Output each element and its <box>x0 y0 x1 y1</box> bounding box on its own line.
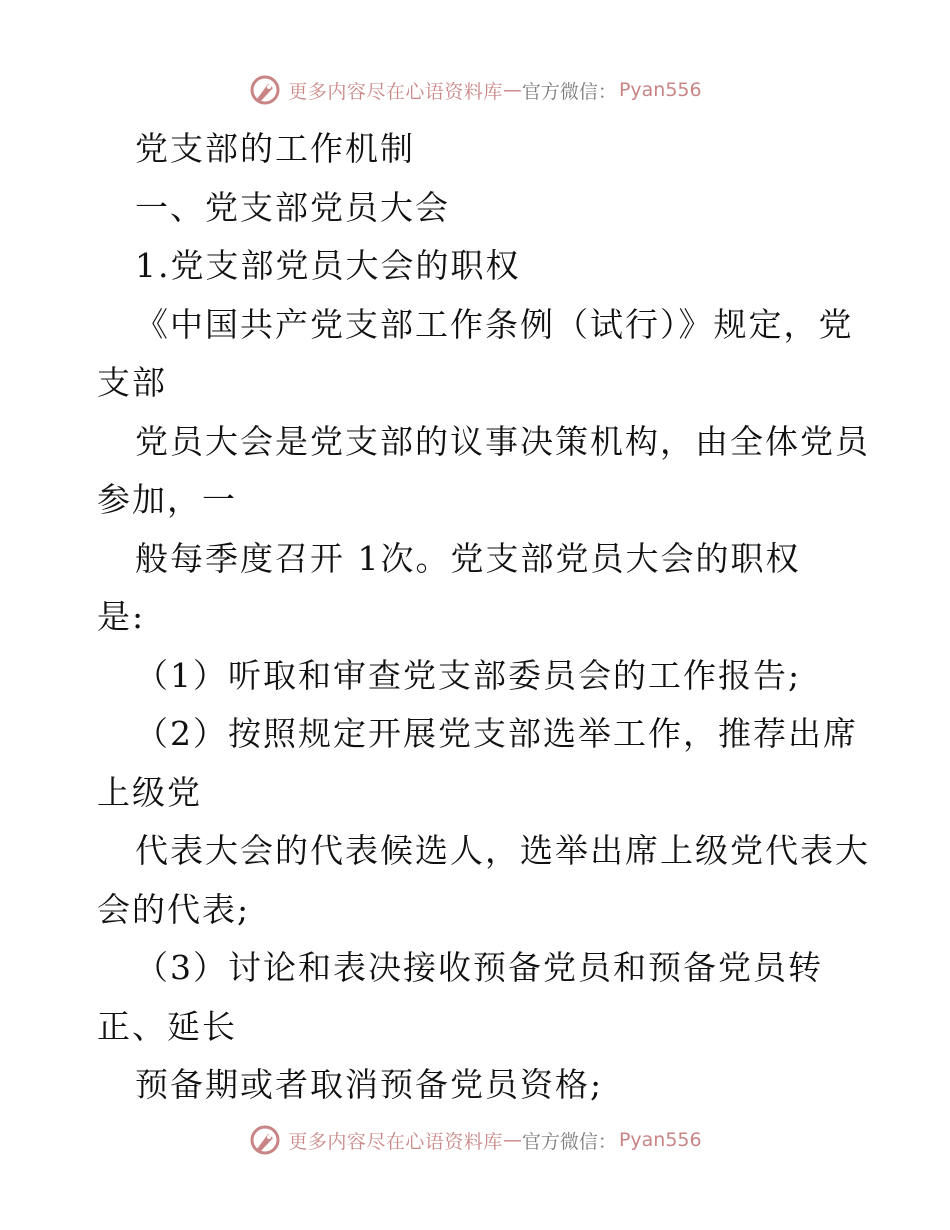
paragraph-line: 会的代表; <box>97 889 251 929</box>
document-body <box>97 120 870 1115</box>
paragraph-line: 一、党支部党员大会 <box>135 187 450 227</box>
header-watermark <box>0 70 950 110</box>
paragraph-line: 上级党 <box>97 772 202 812</box>
paragraph-line: （1）听取和审查党支部委员会的工作报告; <box>135 655 802 695</box>
paragraph-line: （3）讨论和表决接收预备党员和预备党员转 <box>135 948 823 987</box>
watermark-dash: — <box>502 79 522 101</box>
watermark-official-label: 官方微信： <box>521 80 617 103</box>
watermark-account: Pyan556 <box>618 79 702 101</box>
paragraph-line: 《中国共产党支部工作条例（试行）》规定，党 <box>135 304 854 344</box>
watermark-brand: 更多内容尽在心语资料库 <box>288 80 503 103</box>
pen-nib-logo-icon <box>248 73 282 107</box>
paragraph-line: 党员大会是党支部的议事决策机构，由全体党员 <box>135 421 870 461</box>
paragraph-line: （2）按照规定开展党支部选举工作，推荐出席 <box>135 714 858 753</box>
watermark-brand: 更多内容尽在心语资料库 <box>288 1130 503 1153</box>
paragraph-line: 参加，一 <box>97 480 237 519</box>
watermark-dash: — <box>502 1129 522 1151</box>
watermark-account: Pyan556 <box>618 1129 702 1151</box>
paragraph-line: 预备期或者取消预备党员资格; <box>135 1065 604 1104</box>
pen-nib-logo-icon <box>248 1123 282 1157</box>
watermark-official-label: 官方微信： <box>521 1130 617 1153</box>
paragraph-line: 正、延长 <box>97 1006 237 1046</box>
paragraph-line: 代表大会的代表候选人，选举出席上级党代表大 <box>135 831 870 870</box>
paragraph-line: 1.党支部党员大会的职权 <box>135 246 521 285</box>
paragraph-line: 般每季度召开 1次。党支部党员大会的职权 <box>135 538 801 578</box>
paragraph-line: 党支部的工作机制 <box>135 129 415 168</box>
paragraph-line: 是: <box>97 597 146 636</box>
paragraph-line: 支部 <box>97 363 167 402</box>
footer-watermark <box>0 1120 950 1160</box>
